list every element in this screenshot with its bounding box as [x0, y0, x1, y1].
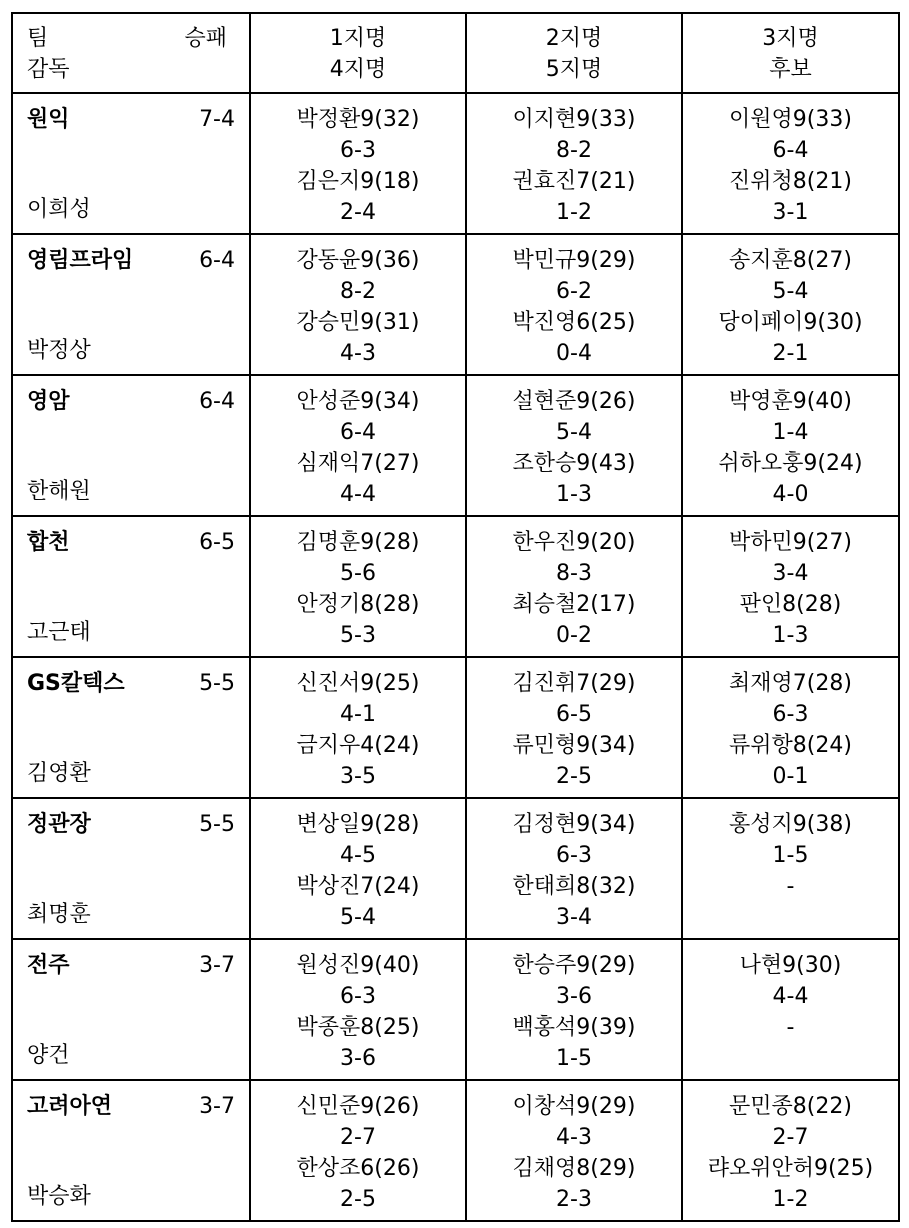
player-b-name: 백홍석9(39) [512, 1015, 636, 1040]
player-b-record: 2-5 [556, 764, 592, 789]
player-b-name: 금지우4(24) [296, 733, 420, 758]
team-name: 고려아연 [27, 1094, 113, 1119]
player-b-record [683, 1043, 898, 1074]
player-a-name: 신민준9(26) [296, 1094, 420, 1119]
player-a-name: 김진휘7(29) [512, 671, 636, 696]
pick1-cell [250, 516, 466, 657]
player-a-name: 박하민9(27) [729, 530, 852, 555]
team-cell [12, 657, 250, 798]
pick3-cell [682, 939, 899, 1080]
pick3-cell [682, 798, 899, 939]
player-b-name: 권효진7(21) [512, 169, 636, 194]
team-coach: 박승화 [27, 1184, 91, 1209]
pick3-header-line1: 3지명 [762, 26, 819, 51]
team-name: GS칼텍스 [27, 671, 125, 696]
pick2-cell [466, 657, 682, 798]
pick1-column-header [250, 13, 466, 93]
team-record: 5-5 [199, 812, 235, 837]
player-b-record: 3-1 [772, 200, 809, 225]
player-a-record: 1-5 [772, 843, 809, 868]
player-b-name: 류민형9(34) [512, 733, 636, 758]
player-a-record: 5-4 [556, 420, 592, 445]
pick2-cell [466, 798, 682, 939]
team-coach: 양건 [27, 1043, 70, 1068]
player-a-record: 4-1 [340, 702, 376, 727]
player-b-record: 3-5 [340, 764, 376, 789]
player-b-name: 강승민9(31) [296, 310, 420, 335]
player-a-record: 6-4 [772, 138, 809, 163]
player-a-record: 6-2 [556, 279, 592, 304]
player-b-name: 한태희8(32) [512, 874, 636, 899]
player-b-record: 4-3 [340, 341, 376, 366]
player-a-name: 이지현9(33) [512, 107, 636, 132]
player-a-record: 1-4 [772, 420, 809, 445]
team-roster-table [11, 12, 900, 1222]
player-a-name: 김정현9(34) [512, 812, 636, 837]
player-b-record: 1-3 [556, 482, 592, 507]
player-b-record: 3-6 [340, 1046, 376, 1071]
team-cell [12, 234, 250, 375]
player-a-name: 최재영7(28) [729, 671, 852, 696]
team-record: 6-4 [199, 248, 235, 273]
player-b-record: 1-2 [772, 1187, 809, 1212]
pick2-cell [466, 93, 682, 234]
team-coach: 최명훈 [27, 902, 91, 927]
team-name: 합천 [27, 530, 70, 555]
player-b-name: 최승철2(17) [512, 592, 636, 617]
player-a-name: 문민종8(22) [729, 1094, 852, 1119]
pick3-cell [682, 375, 899, 516]
team-row [12, 93, 899, 234]
player-b-record: 5-3 [340, 623, 376, 648]
player-a-record: 3-4 [772, 561, 809, 586]
team-record: 5-5 [199, 671, 235, 696]
player-a-record: 2-7 [340, 1125, 376, 1150]
team-record: 3-7 [199, 953, 235, 978]
player-a-record: 2-7 [772, 1125, 809, 1150]
team-coach: 고근태 [27, 620, 91, 645]
pick1-cell [250, 1080, 466, 1221]
team-coach: 김영환 [27, 761, 91, 786]
team-name: 전주 [27, 953, 70, 978]
player-b-name: 당이페이9(30) [718, 310, 863, 335]
player-b-record: 2-1 [772, 341, 809, 366]
pick2-header-line1: 2지명 [545, 26, 603, 51]
player-b-record [683, 902, 898, 933]
pick2-cell [466, 939, 682, 1080]
player-b-record: 1-2 [556, 200, 592, 225]
pick2-column-header [466, 13, 682, 93]
player-a-name: 신진서9(25) [296, 671, 420, 696]
player-a-name: 송지훈8(27) [729, 248, 852, 273]
pick1-cell [250, 375, 466, 516]
player-b-name: 진위청8(21) [729, 169, 852, 194]
pick2-cell [466, 516, 682, 657]
team-row [12, 375, 899, 516]
player-a-name: 한우진9(20) [512, 530, 636, 555]
player-a-record: 6-3 [772, 702, 809, 727]
player-b-name: 조한승9(43) [512, 451, 636, 476]
team-cell [12, 939, 250, 1080]
team-cell [12, 375, 250, 516]
player-a-name: 홍성지9(38) [729, 812, 852, 837]
coach-label: 감독 [27, 57, 70, 82]
player-a-name: 김명훈9(28) [296, 530, 420, 555]
team-name: 정관장 [27, 812, 91, 837]
team-coach: 한해원 [27, 479, 91, 504]
team-row [12, 516, 899, 657]
player-b-record: 4-4 [340, 482, 376, 507]
player-a-name: 원성진9(40) [296, 953, 420, 978]
player-a-record: 4-5 [340, 843, 376, 868]
player-b-record: 2-5 [340, 1187, 376, 1212]
player-b-name: 안정기8(28) [296, 592, 420, 617]
team-record: 7-4 [199, 107, 235, 132]
team-label: 팀 [27, 26, 49, 51]
player-a-name: 박영훈9(40) [729, 389, 852, 414]
player-a-name: 박정환9(32) [296, 107, 420, 132]
roster-body [12, 93, 899, 1221]
player-b-name: 박상진7(24) [296, 874, 420, 899]
player-a-name: 이원영9(33) [729, 107, 852, 132]
player-b-name: 박종훈8(25) [296, 1015, 420, 1040]
player-a-name: 안성준9(34) [296, 389, 420, 414]
player-a-record: 4-3 [556, 1125, 592, 1150]
pick1-cell [250, 234, 466, 375]
player-a-record: 3-6 [556, 984, 592, 1009]
player-a-record: 6-3 [340, 984, 376, 1009]
player-b-record: 2-4 [340, 200, 376, 225]
team-record: 6-5 [199, 530, 235, 555]
player-a-record: 6-4 [340, 420, 376, 445]
team-cell [12, 1080, 250, 1221]
player-b-record: 1-5 [556, 1046, 592, 1071]
team-row [12, 657, 899, 798]
team-row [12, 798, 899, 939]
player-a-name: 강동윤9(36) [296, 248, 420, 273]
player-b-name: 류위항8(24) [729, 733, 852, 758]
team-cell [12, 93, 250, 234]
player-a-record: 5-6 [340, 561, 376, 586]
player-b-name: 박진영6(25) [512, 310, 636, 335]
player-b-record: 2-3 [556, 1187, 592, 1212]
player-b-record: 5-4 [340, 905, 376, 930]
pick1-cell [250, 657, 466, 798]
player-a-record: 6-3 [340, 138, 376, 163]
pick1-cell [250, 939, 466, 1080]
pick3-column-header [682, 13, 899, 93]
team-record: 3-7 [199, 1094, 235, 1119]
team-coach: 박정상 [27, 338, 91, 363]
player-a-name: 변상일9(28) [296, 812, 420, 837]
player-b-record: 0-2 [556, 623, 592, 648]
pick2-cell [466, 1080, 682, 1221]
team-column-header [12, 13, 250, 93]
team-row [12, 234, 899, 375]
pick2-cell [466, 234, 682, 375]
pick2-cell [466, 375, 682, 516]
player-a-name: 박민규9(29) [512, 248, 636, 273]
player-b-record: 0-4 [556, 341, 592, 366]
player-a-name: 나현9(30) [739, 953, 842, 978]
player-b-name: 심재익7(27) [296, 451, 420, 476]
pick3-cell [682, 1080, 899, 1221]
player-b-name: - [786, 874, 795, 899]
player-a-record: 6-5 [556, 702, 592, 727]
player-a-record: 6-3 [556, 843, 592, 868]
player-a-record: 5-4 [772, 279, 809, 304]
player-b-record: 0-1 [772, 764, 809, 789]
player-b-record: 1-3 [772, 623, 809, 648]
pick3-cell [682, 657, 899, 798]
player-a-record: 8-2 [340, 279, 376, 304]
team-cell [12, 516, 250, 657]
player-a-record: 8-3 [556, 561, 592, 586]
player-b-name: 쉬하오훙9(24) [718, 451, 863, 476]
team-name: 영림프라임 [27, 248, 134, 273]
team-name: 영암 [27, 389, 70, 414]
player-b-name: - [786, 1015, 795, 1040]
pick3-cell [682, 234, 899, 375]
team-name: 원익 [27, 107, 70, 132]
player-a-record: 8-2 [556, 138, 592, 163]
header-row [12, 13, 899, 93]
team-row [12, 939, 899, 1080]
team-row [12, 1080, 899, 1221]
team-cell [12, 798, 250, 939]
player-b-name: 한상조6(26) [296, 1156, 420, 1181]
player-a-name: 한승주9(29) [512, 953, 636, 978]
pick2-header-line2: 5지명 [545, 57, 603, 82]
player-b-record: 4-0 [772, 482, 809, 507]
player-a-record: 4-4 [772, 984, 809, 1009]
pick1-header-line1: 1지명 [329, 26, 387, 51]
player-b-record: 3-4 [556, 905, 592, 930]
team-coach: 이희성 [27, 197, 91, 222]
pick3-cell [682, 93, 899, 234]
pick3-header-line2: 후보 [769, 57, 812, 82]
player-a-name: 설현준9(26) [512, 389, 636, 414]
pick1-cell [250, 798, 466, 939]
record-label: 승패 [184, 26, 227, 51]
player-b-name: 김은지9(18) [296, 169, 420, 194]
player-a-name: 이창석9(29) [512, 1094, 636, 1119]
pick1-header-line2: 4지명 [329, 57, 387, 82]
pick1-cell [250, 93, 466, 234]
player-b-name: 김채영8(29) [512, 1156, 636, 1181]
pick3-cell [682, 516, 899, 657]
player-b-name: 판인8(28) [739, 592, 842, 617]
team-record: 6-4 [199, 389, 235, 414]
player-b-name: 랴오위안허9(25) [707, 1156, 874, 1181]
